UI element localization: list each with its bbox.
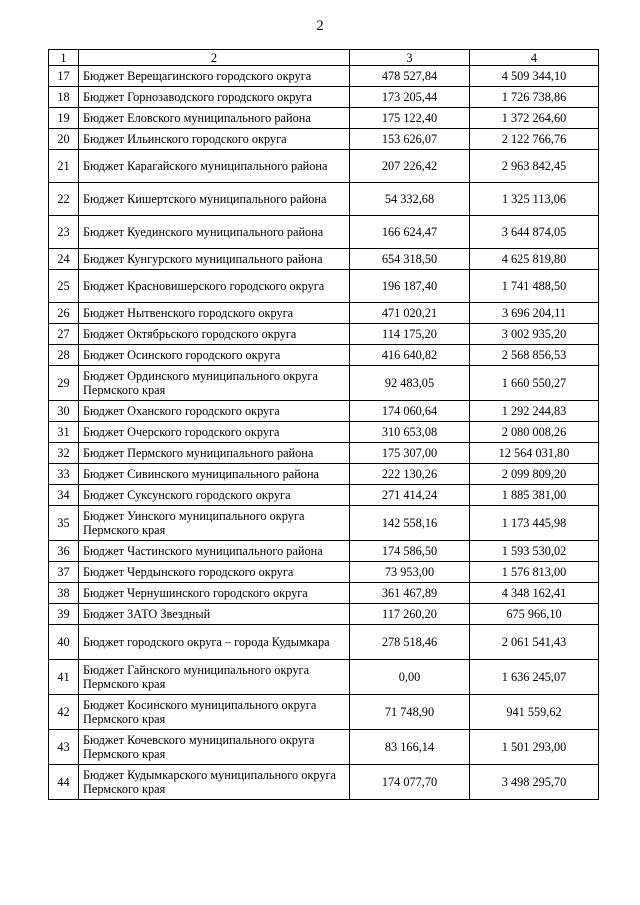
table-row	[49, 87, 599, 108]
row-number-cell: 34	[49, 485, 79, 506]
table-row	[49, 216, 599, 249]
row-number-cell: 36	[49, 541, 79, 562]
amount-col3-cell: 142 558,16	[350, 506, 470, 541]
table-row	[49, 604, 599, 625]
amount-col4-cell: 12 564 031,80	[470, 443, 599, 464]
table-row	[49, 765, 599, 800]
table-row	[49, 270, 599, 303]
page-number: 2	[316, 18, 324, 34]
amount-col4-cell: 3 644 874,05	[470, 216, 599, 249]
table-row	[49, 695, 599, 730]
amount-col3-cell: 310 653,08	[350, 422, 470, 443]
table-row	[49, 422, 599, 443]
row-number-cell: 44	[49, 765, 79, 800]
budget-name-cell: Бюджет Суксунского городского округа	[79, 485, 350, 506]
amount-col3-cell: 174 586,50	[350, 541, 470, 562]
amount-col3-cell: 471 020,21	[350, 303, 470, 324]
budget-name-cell: Бюджет Кудымкарского муниципального округа Пермского края	[79, 765, 350, 800]
budget-name-cell: Бюджет Косинского муниципального округа Пермского края	[79, 695, 350, 730]
amount-col4-cell: 2 963 842,45	[470, 150, 599, 183]
amount-col3-cell: 174 077,70	[350, 765, 470, 800]
row-number-cell: 20	[49, 129, 79, 150]
amount-col4-cell: 1 325 113,06	[470, 183, 599, 216]
amount-col3-cell: 478 527,84	[350, 66, 470, 87]
amount-col4-cell: 4 625 819,80	[470, 249, 599, 270]
table-row	[49, 345, 599, 366]
row-number-cell: 38	[49, 583, 79, 604]
amount-col4-cell: 4 348 162,41	[470, 583, 599, 604]
budget-name-cell: Бюджет Кунгурского муниципального района	[79, 249, 350, 270]
amount-col4-cell: 1 885 381,00	[470, 485, 599, 506]
amount-col4-cell: 3 498 295,70	[470, 765, 599, 800]
table-row	[49, 66, 599, 87]
table-row	[49, 730, 599, 765]
header-cell-3: 3	[350, 50, 470, 66]
table-row	[49, 150, 599, 183]
amount-col4-cell: 1 726 738,86	[470, 87, 599, 108]
budget-name-cell: Бюджет Пермского муниципального района	[79, 443, 350, 464]
amount-col4-cell: 2 568 856,53	[470, 345, 599, 366]
budget-name-cell: Бюджет Ординского муниципального округа Пермского края	[79, 366, 350, 401]
amount-col4-cell: 2 080 008,26	[470, 422, 599, 443]
amount-col3-cell: 175 307,00	[350, 443, 470, 464]
row-number-cell: 21	[49, 150, 79, 183]
header-cell-2: 2	[79, 50, 350, 66]
budget-name-cell: Бюджет Чердынского городского округа	[79, 562, 350, 583]
amount-col3-cell: 173 205,44	[350, 87, 470, 108]
row-number-cell: 37	[49, 562, 79, 583]
amount-col3-cell: 196 187,40	[350, 270, 470, 303]
table-row	[49, 506, 599, 541]
budget-name-cell: Бюджет Уинского муниципального округа Пермского края	[79, 506, 350, 541]
row-number-cell: 26	[49, 303, 79, 324]
budget-name-cell: Бюджет Октябрьского городского округа	[79, 324, 350, 345]
amount-col4-cell: 3 002 935,20	[470, 324, 599, 345]
amount-col3-cell: 416 640,82	[350, 345, 470, 366]
row-number-cell: 17	[49, 66, 79, 87]
budget-table	[48, 49, 599, 800]
amount-col4-cell: 1 576 813,00	[470, 562, 599, 583]
row-number-cell: 32	[49, 443, 79, 464]
amount-col3-cell: 278 518,46	[350, 625, 470, 660]
amount-col3-cell: 83 166,14	[350, 730, 470, 765]
header-cell-1: 1	[49, 50, 79, 66]
budget-name-cell: Бюджет Частинского муниципального района	[79, 541, 350, 562]
amount-col3-cell: 175 122,40	[350, 108, 470, 129]
table-row	[49, 464, 599, 485]
amount-col3-cell: 0,00	[350, 660, 470, 695]
table-row	[49, 129, 599, 150]
table-row	[49, 660, 599, 695]
header-cell-4: 4	[470, 50, 599, 66]
budget-name-cell: Бюджет Гайнского муниципального округа Пермского края	[79, 660, 350, 695]
row-number-cell: 22	[49, 183, 79, 216]
amount-col3-cell: 153 626,07	[350, 129, 470, 150]
amount-col3-cell: 117 260,20	[350, 604, 470, 625]
row-number-cell: 35	[49, 506, 79, 541]
row-number-cell: 19	[49, 108, 79, 129]
amount-col3-cell: 166 624,47	[350, 216, 470, 249]
amount-col3-cell: 174 060,64	[350, 401, 470, 422]
amount-col3-cell: 271 414,24	[350, 485, 470, 506]
table-row	[49, 562, 599, 583]
amount-col3-cell: 361 467,89	[350, 583, 470, 604]
amount-col3-cell: 73 953,00	[350, 562, 470, 583]
table-row	[49, 324, 599, 345]
amount-col4-cell: 2 061 541,43	[470, 625, 599, 660]
amount-col4-cell: 1 593 530,02	[470, 541, 599, 562]
budget-name-cell: Бюджет Верещагинского городского округа	[79, 66, 350, 87]
row-number-cell: 41	[49, 660, 79, 695]
amount-col4-cell: 1 636 245,07	[470, 660, 599, 695]
row-number-cell: 40	[49, 625, 79, 660]
table-header-row	[49, 50, 599, 66]
budget-name-cell: Бюджет Кочевского муниципального округа Пермского края	[79, 730, 350, 765]
table-body	[49, 50, 599, 800]
table-row	[49, 443, 599, 464]
table-row	[49, 249, 599, 270]
budget-name-cell: Бюджет Сивинского муниципального района	[79, 464, 350, 485]
amount-col3-cell: 114 175,20	[350, 324, 470, 345]
amount-col4-cell: 2 122 766,76	[470, 129, 599, 150]
table-row	[49, 401, 599, 422]
budget-name-cell: Бюджет Чернушинского городского округа	[79, 583, 350, 604]
row-number-cell: 31	[49, 422, 79, 443]
table-row	[49, 485, 599, 506]
amount-col3-cell: 54 332,68	[350, 183, 470, 216]
table-row	[49, 366, 599, 401]
row-number-cell: 23	[49, 216, 79, 249]
budget-name-cell: Бюджет Оханского городского округа	[79, 401, 350, 422]
row-number-cell: 28	[49, 345, 79, 366]
row-number-cell: 42	[49, 695, 79, 730]
budget-name-cell: Бюджет ЗАТО Звездный	[79, 604, 350, 625]
table-row	[49, 541, 599, 562]
table-row	[49, 625, 599, 660]
row-number-cell: 24	[49, 249, 79, 270]
row-number-cell: 29	[49, 366, 79, 401]
amount-col3-cell: 92 483,05	[350, 366, 470, 401]
amount-col3-cell: 207 226,42	[350, 150, 470, 183]
amount-col4-cell: 1 372 264,60	[470, 108, 599, 129]
budget-name-cell: Бюджет городского округа – города Кудымкара	[79, 625, 350, 660]
amount-col4-cell: 3 696 204,11	[470, 303, 599, 324]
table-row	[49, 583, 599, 604]
budget-name-cell: Бюджет Кишертского муниципального района	[79, 183, 350, 216]
amount-col4-cell: 1 501 293,00	[470, 730, 599, 765]
row-number-cell: 33	[49, 464, 79, 485]
table-row	[49, 303, 599, 324]
table-row	[49, 108, 599, 129]
amount-col4-cell: 1 292 244,83	[470, 401, 599, 422]
row-number-cell: 30	[49, 401, 79, 422]
amount-col4-cell: 1 741 488,50	[470, 270, 599, 303]
budget-name-cell: Бюджет Ильинского городского округа	[79, 129, 350, 150]
budget-name-cell: Бюджет Карагайского муниципального района	[79, 150, 350, 183]
row-number-cell: 25	[49, 270, 79, 303]
table-row	[49, 183, 599, 216]
row-number-cell: 27	[49, 324, 79, 345]
amount-col4-cell: 2 099 809,20	[470, 464, 599, 485]
amount-col4-cell: 4 509 344,10	[470, 66, 599, 87]
budget-name-cell: Бюджет Осинского городского округа	[79, 345, 350, 366]
amount-col4-cell: 941 559,62	[470, 695, 599, 730]
row-number-cell: 18	[49, 87, 79, 108]
amount-col3-cell: 222 130,26	[350, 464, 470, 485]
budget-name-cell: Бюджет Куединского муниципального района	[79, 216, 350, 249]
budget-name-cell: Бюджет Очерского городского округа	[79, 422, 350, 443]
row-number-cell: 43	[49, 730, 79, 765]
amount-col4-cell: 1 660 550,27	[470, 366, 599, 401]
budget-name-cell: Бюджет Горнозаводского городского округа	[79, 87, 350, 108]
budget-name-cell: Бюджет Красновишерского городского округа	[79, 270, 350, 303]
amount-col4-cell: 1 173 445,98	[470, 506, 599, 541]
amount-col3-cell: 71 748,90	[350, 695, 470, 730]
amount-col4-cell: 675 966,10	[470, 604, 599, 625]
budget-name-cell: Бюджет Нытвенского городского округа	[79, 303, 350, 324]
budget-name-cell: Бюджет Еловского муниципального района	[79, 108, 350, 129]
amount-col3-cell: 654 318,50	[350, 249, 470, 270]
row-number-cell: 39	[49, 604, 79, 625]
